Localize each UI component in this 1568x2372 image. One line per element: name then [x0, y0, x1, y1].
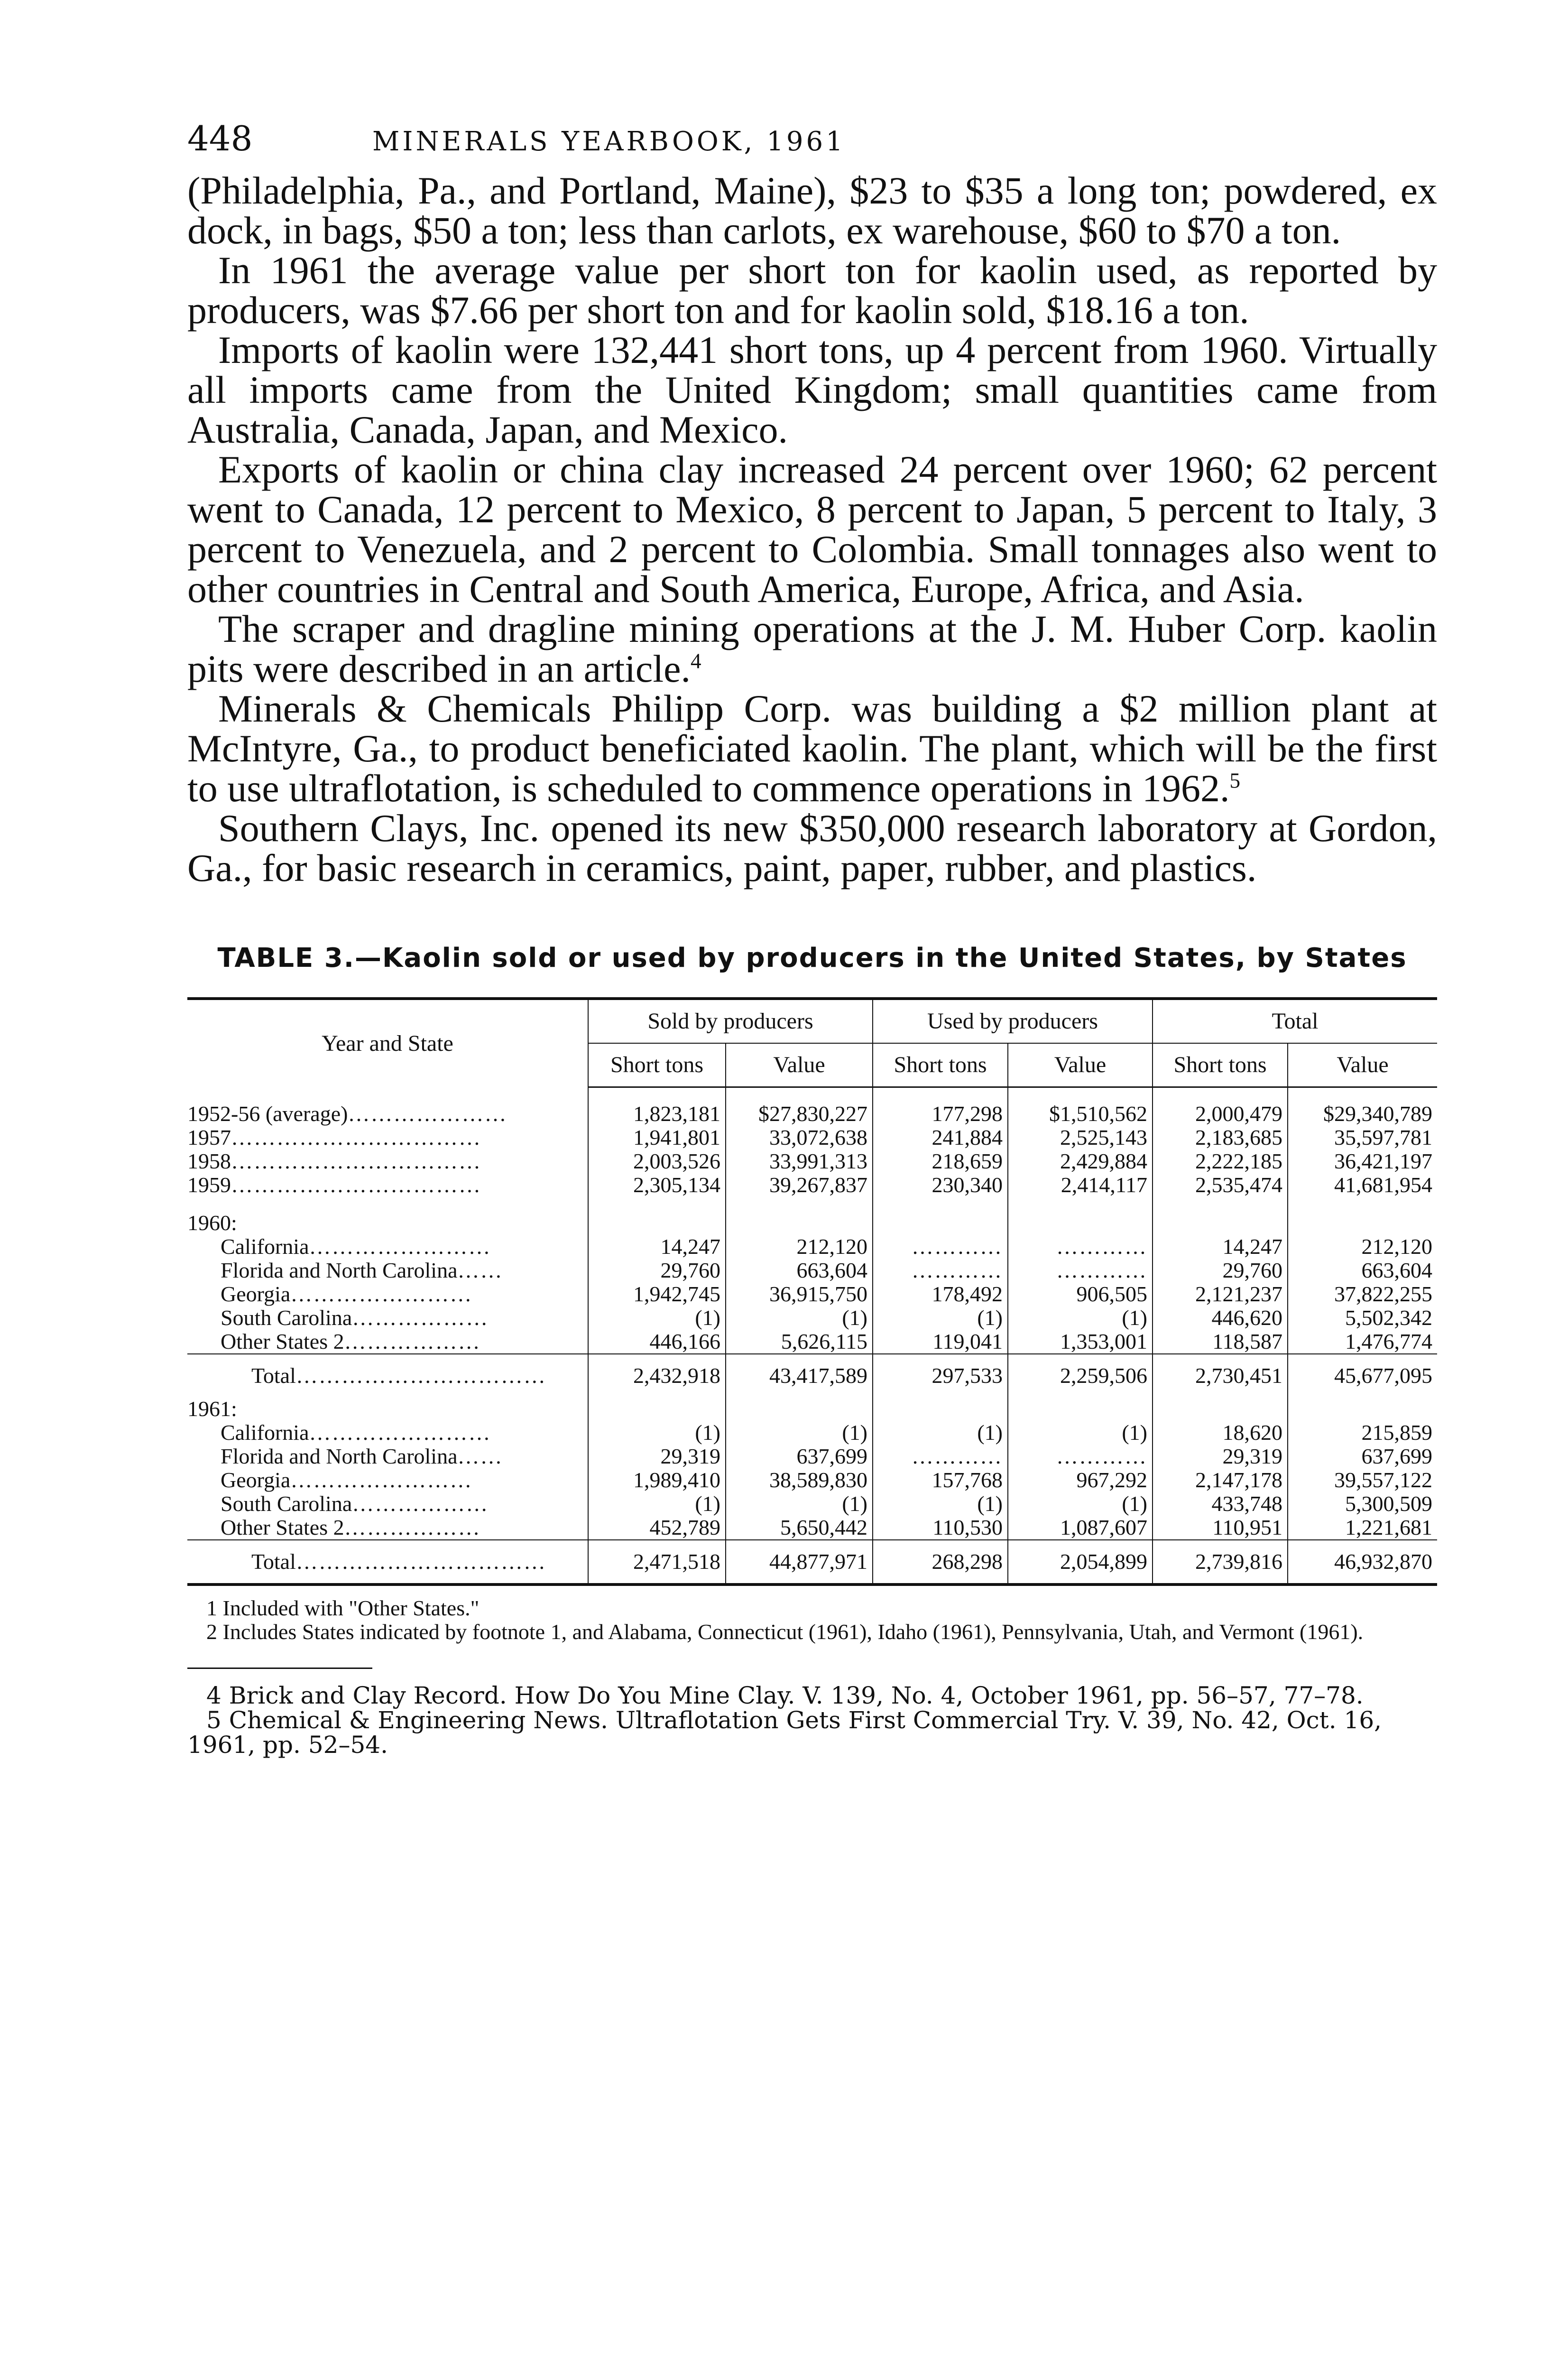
- cell-total-tons: 2,121,237: [1153, 1282, 1288, 1306]
- cell-used-value: …………: [1008, 1259, 1153, 1282]
- cell-used-tons: 241,884: [873, 1126, 1008, 1149]
- cell-total-value: $29,340,789: [1288, 1102, 1437, 1126]
- cell-used-value: 2,525,143: [1008, 1126, 1153, 1149]
- cell-used-tons: 119,041: [873, 1330, 1008, 1354]
- cell-total-value: 215,859: [1288, 1421, 1437, 1445]
- running-head: MINERALS YEARBOOK, 1961: [372, 126, 846, 157]
- cell-used-tons: 297,533: [873, 1354, 1008, 1397]
- cell-sold-value: (1): [726, 1306, 873, 1330]
- group-header-sold: Sold by producers: [588, 999, 873, 1043]
- table-row-total-1961: [187, 1540, 1437, 1584]
- cell-total-tons: 2,147,178: [1153, 1468, 1288, 1492]
- row-label: Florida and North Carolina……: [221, 1444, 503, 1468]
- paragraph-mining-text: The scraper and dragline mining operations at the J. M. Huber Corp. kaolin pits were described in an article.: [187, 607, 1437, 690]
- cell-sold-value: 637,699: [726, 1445, 873, 1468]
- cell-used-tons: …………: [873, 1235, 1008, 1259]
- cell-used-tons: 157,768: [873, 1468, 1008, 1492]
- row-label: South Carolina………………: [221, 1306, 489, 1330]
- body-text: [187, 171, 1437, 888]
- cell-total-tons: 2,535,474: [1153, 1173, 1288, 1197]
- row-label: 1952-56 (average)…………………: [187, 1102, 507, 1126]
- paragraph-average-value: In 1961 the average value per short ton for kaolin used, as reported by producers, was $7.66 per short ton and for kaolin sold, $18.16 a ton.: [187, 249, 1437, 332]
- spacer-row: [187, 1197, 1437, 1211]
- footnote-5: 5 Chemical & Engineering News. Ultraflotation Gets First Commercial Try. V. 39, No. 42, Oct. 16, 1961, pp. 52–54.: [187, 1706, 1382, 1759]
- cell-used-value: (1): [1008, 1492, 1153, 1516]
- cell-total-tons: 2,000,479: [1153, 1102, 1288, 1126]
- cell-sold-tons: (1): [588, 1492, 726, 1516]
- cell-used-value: (1): [1008, 1306, 1153, 1330]
- table-row: [187, 1235, 1437, 1259]
- cell-sold-value: 43,417,589: [726, 1354, 873, 1397]
- cell-total-value: 45,677,095: [1288, 1354, 1437, 1397]
- row-label: Other States 2………………: [221, 1515, 481, 1539]
- cell-sold-value: 39,267,837: [726, 1173, 873, 1197]
- cell-sold-value: (1): [726, 1421, 873, 1445]
- footnote-divider: [187, 1668, 372, 1669]
- cell-total-tons: 2,739,816: [1153, 1540, 1288, 1584]
- stub-header: Year and State: [187, 999, 588, 1087]
- table-row: [187, 1173, 1437, 1197]
- table-row: [187, 1516, 1437, 1540]
- cell-total-tons: 2,222,185: [1153, 1149, 1288, 1173]
- cell-used-value: 906,505: [1008, 1282, 1153, 1306]
- row-label: Total……………………………: [187, 1540, 588, 1584]
- cell-total-value: 663,604: [1288, 1259, 1437, 1282]
- cell-used-value: (1): [1008, 1421, 1153, 1445]
- cell-sold-value: 5,650,442: [726, 1516, 873, 1540]
- cell-total-value: 5,502,342: [1288, 1306, 1437, 1330]
- table-row: [187, 1330, 1437, 1354]
- cell-sold-tons: 1,823,181: [588, 1102, 726, 1126]
- cell-total-tons: 14,247: [1153, 1235, 1288, 1259]
- cell-sold-value: 38,589,830: [726, 1468, 873, 1492]
- footnotes: [187, 1683, 1437, 1757]
- cell-used-value: 2,414,117: [1008, 1173, 1153, 1197]
- table-notes: [187, 1596, 1437, 1644]
- row-label: Georgia……………………: [221, 1282, 473, 1306]
- cell-total-value: 637,699: [1288, 1445, 1437, 1468]
- cell-total-value: 39,557,122: [1288, 1468, 1437, 1492]
- cell-total-value: 41,681,954: [1288, 1173, 1437, 1197]
- cell-sold-tons: (1): [588, 1421, 726, 1445]
- paragraph-ultraflotation-plant: [187, 689, 1437, 808]
- footnote-ref-4: 4: [691, 649, 701, 673]
- cell-used-value: …………: [1008, 1445, 1153, 1468]
- cell-sold-tons: 2,305,134: [588, 1173, 726, 1197]
- cell-sold-tons: (1): [588, 1306, 726, 1330]
- cell-total-value: 36,421,197: [1288, 1149, 1437, 1173]
- footnote-4: 4 Brick and Clay Record. How Do You Mine Clay. V. 139, No. 4, October 1961, pp. 56–57, 77–78.: [206, 1682, 1364, 1709]
- cell-total-tons: 2,730,451: [1153, 1354, 1288, 1397]
- table-row-year-heading: [187, 1211, 1437, 1235]
- row-label: Total……………………………: [187, 1354, 588, 1397]
- kaolin-table: [187, 997, 1437, 1586]
- cell-sold-tons: 452,789: [588, 1516, 726, 1540]
- table-row-year-heading: [187, 1397, 1437, 1421]
- row-label: 1958……………………………: [187, 1149, 481, 1173]
- cell-used-tons: 218,659: [873, 1149, 1008, 1173]
- table-row: [187, 1468, 1437, 1492]
- cell-used-tons: (1): [873, 1492, 1008, 1516]
- cell-total-value: 35,597,781: [1288, 1126, 1437, 1149]
- cell-sold-value: 33,072,638: [726, 1126, 873, 1149]
- footnote-ref-5: 5: [1229, 769, 1241, 793]
- cell-total-value: 1,476,774: [1288, 1330, 1437, 1354]
- paragraph-exports: Exports of kaolin or china clay increased 24 percent over 1960; 62 percent went to Canada, 12 percent to Mexico, 8 percent to Japan, 5 percent to Italy, 3 percent to Venezuela, and 2 percent to Colombia. Small tonnages also went to other countries in Central and South America, Europe, Africa, and Asia.: [187, 448, 1437, 611]
- cell-sold-value: 212,120: [726, 1235, 873, 1259]
- cell-sold-tons: 2,471,518: [588, 1540, 726, 1584]
- table-row: [187, 1492, 1437, 1516]
- cell-total-tons: 433,748: [1153, 1492, 1288, 1516]
- cell-used-tons: 177,298: [873, 1102, 1008, 1126]
- cell-used-value: …………: [1008, 1235, 1153, 1259]
- cell-used-value: 2,054,899: [1008, 1540, 1153, 1584]
- cell-sold-value: 5,626,115: [726, 1330, 873, 1354]
- cell-total-value: 212,120: [1288, 1235, 1437, 1259]
- col-header-value: Value: [1008, 1043, 1153, 1087]
- cell-sold-value: 36,915,750: [726, 1282, 873, 1306]
- cell-used-value: 2,259,506: [1008, 1354, 1153, 1397]
- group-header-used: Used by producers: [873, 999, 1153, 1043]
- cell-sold-value: (1): [726, 1492, 873, 1516]
- row-label: Georgia……………………: [221, 1468, 473, 1492]
- table-row: [187, 1149, 1437, 1173]
- cell-sold-tons: 2,003,526: [588, 1149, 726, 1173]
- cell-sold-value: 44,877,971: [726, 1540, 873, 1584]
- cell-sold-value: 663,604: [726, 1259, 873, 1282]
- col-header-value: Value: [1288, 1043, 1437, 1087]
- cell-sold-tons: 1,942,745: [588, 1282, 726, 1306]
- paragraph-prices: (Philadelphia, Pa., and Portland, Maine), $23 to $35 a long ton; powdered, ex dock, in bags, $50 a ton; less than carlots, ex warehouse, $60 to $70 a ton.: [187, 169, 1437, 252]
- cell-used-tons: 110,530: [873, 1516, 1008, 1540]
- cell-sold-tons: 446,166: [588, 1330, 726, 1354]
- cell-sold-tons: 2,432,918: [588, 1354, 726, 1397]
- table-row-total-1960: [187, 1354, 1437, 1397]
- cell-used-value: 1,353,001: [1008, 1330, 1153, 1354]
- table-title: TABLE 3.—Kaolin sold or used by producers in the United States, by States: [217, 943, 1407, 973]
- paragraph-plant-text: Minerals & Chemicals Philipp Corp. was building a $2 million plant at McIntyre, Ga., to product beneficiated kaolin. The plant, which will be the first to use ultraflotation, is scheduled to commence operations in 1962.: [187, 687, 1437, 810]
- table-note-1: 1 Included with "Other States.": [206, 1596, 480, 1620]
- col-header-short-tons: Short tons: [588, 1043, 726, 1087]
- spacer-row: [187, 1087, 1437, 1103]
- cell-total-value: 46,932,870: [1288, 1540, 1437, 1584]
- cell-sold-tons: 1,989,410: [588, 1468, 726, 1492]
- table-row: [187, 1306, 1437, 1330]
- table-row: [187, 1282, 1437, 1306]
- cell-total-tons: 29,319: [1153, 1445, 1288, 1468]
- group-header-total: Total: [1153, 999, 1437, 1043]
- cell-used-value: 1,087,607: [1008, 1516, 1153, 1540]
- col-header-short-tons: Short tons: [1153, 1043, 1288, 1087]
- cell-total-tons: 446,620: [1153, 1306, 1288, 1330]
- year-heading-1960: 1960:: [187, 1211, 237, 1235]
- row-label: 1957……………………………: [187, 1125, 481, 1149]
- page-header: [187, 119, 1437, 171]
- row-label: Florida and North Carolina……: [221, 1258, 503, 1282]
- cell-used-tons: 268,298: [873, 1540, 1008, 1584]
- cell-used-tons: 230,340: [873, 1173, 1008, 1197]
- cell-used-tons: (1): [873, 1421, 1008, 1445]
- cell-sold-tons: 29,760: [588, 1259, 726, 1282]
- row-label: Other States 2………………: [221, 1329, 481, 1353]
- col-header-short-tons: Short tons: [873, 1043, 1008, 1087]
- col-header-value: Value: [726, 1043, 873, 1087]
- cell-used-tons: …………: [873, 1259, 1008, 1282]
- cell-total-tons: 118,587: [1153, 1330, 1288, 1354]
- cell-total-value: 37,822,255: [1288, 1282, 1437, 1306]
- cell-sold-tons: 14,247: [588, 1235, 726, 1259]
- page-number: 448: [187, 119, 253, 158]
- table-row: [187, 1126, 1437, 1149]
- table-note-2: 2 Includes States indicated by footnote 1, and Alabama, Connecticut (1961), Idaho (1961), Pennsylvania, Utah, and Vermont (1961).: [206, 1620, 1364, 1644]
- cell-used-tons: (1): [873, 1306, 1008, 1330]
- cell-sold-tons: 1,941,801: [588, 1126, 726, 1149]
- cell-total-tons: 2,183,685: [1153, 1126, 1288, 1149]
- table-row: [187, 1102, 1437, 1126]
- row-label: 1959……………………………: [187, 1173, 481, 1197]
- paragraph-mining-operations: [187, 609, 1437, 689]
- cell-sold-value: $27,830,227: [726, 1102, 873, 1126]
- paragraph-research-laboratory: Southern Clays, Inc. opened its new $350,000 research laboratory at Gordon, Ga., for basic research in ceramics, paint, paper, rubber, and plastics.: [187, 806, 1437, 890]
- row-label: South Carolina………………: [221, 1492, 489, 1516]
- table-row: [187, 1421, 1437, 1445]
- year-heading-1961: 1961:: [187, 1397, 237, 1421]
- cell-total-value: 1,221,681: [1288, 1516, 1437, 1540]
- row-label: California……………………: [221, 1420, 491, 1445]
- cell-used-value: 967,292: [1008, 1468, 1153, 1492]
- cell-used-value: $1,510,562: [1008, 1102, 1153, 1126]
- cell-total-value: 5,300,509: [1288, 1492, 1437, 1516]
- cell-used-tons: 178,492: [873, 1282, 1008, 1306]
- cell-total-tons: 29,760: [1153, 1259, 1288, 1282]
- cell-sold-value: 33,991,313: [726, 1149, 873, 1173]
- page: [187, 119, 1437, 1757]
- table-row: [187, 1259, 1437, 1282]
- cell-total-tons: 18,620: [1153, 1421, 1288, 1445]
- table-row: [187, 1445, 1437, 1468]
- row-label: California……………………: [221, 1234, 491, 1259]
- cell-used-tons: …………: [873, 1445, 1008, 1468]
- paragraph-imports: Imports of kaolin were 132,441 short tons, up 4 percent from 1960. Virtually all imports came from the United Kingdom; small quantities came from Australia, Canada, Japan, and Mexico.: [187, 328, 1437, 451]
- cell-total-tons: 110,951: [1153, 1516, 1288, 1540]
- cell-sold-tons: 29,319: [588, 1445, 726, 1468]
- cell-used-value: 2,429,884: [1008, 1149, 1153, 1173]
